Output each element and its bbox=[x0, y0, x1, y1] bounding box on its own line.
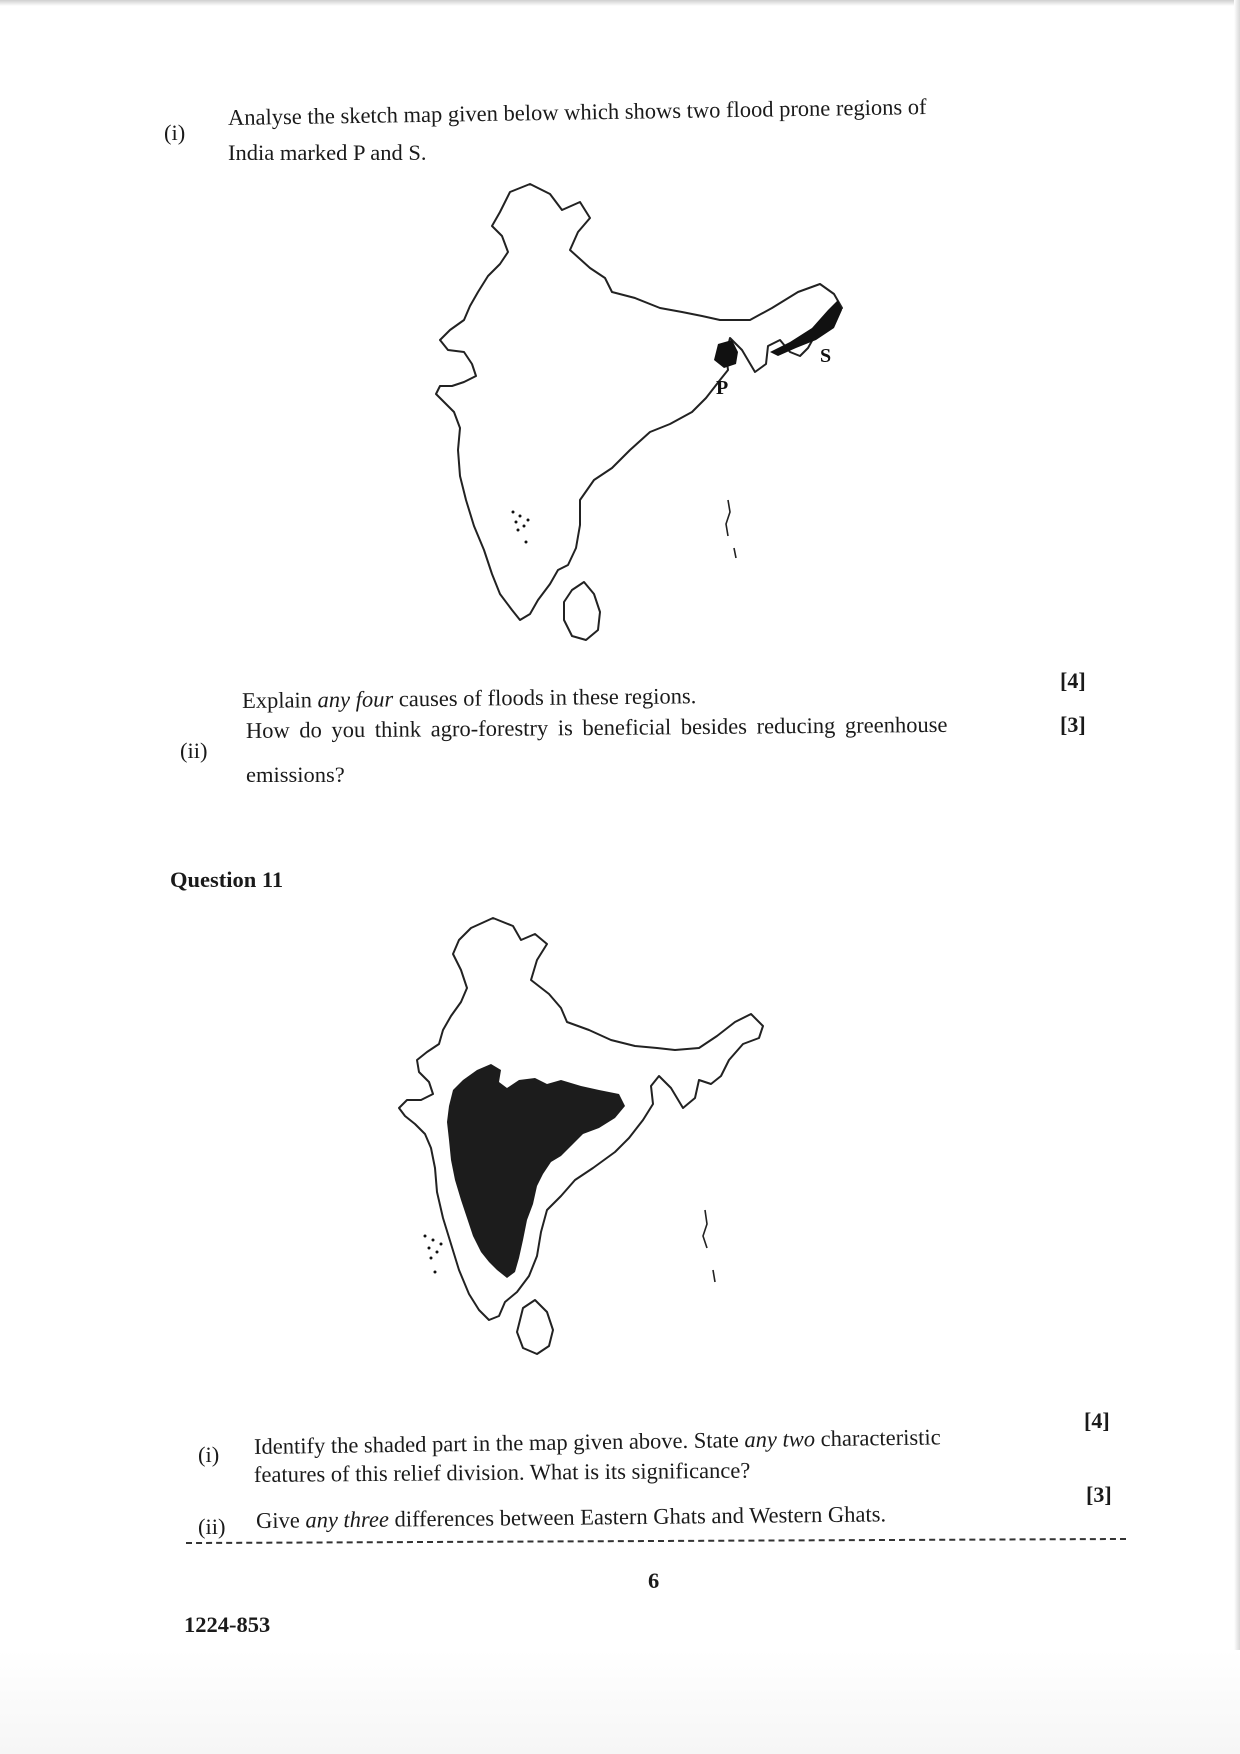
q10-part-i-instruction: Explain any four causes of floods in these regions. bbox=[241, 683, 697, 713]
scan-bottom-shade bbox=[0, 1650, 1240, 1754]
flood-map-andaman-islands bbox=[726, 500, 736, 558]
q11-part-ii-line: Give any three differences between Eastern Ghats and Western Ghats. bbox=[255, 1501, 887, 1533]
relief-map-andaman-islands bbox=[703, 1210, 715, 1282]
q11-part-ii-marks: [3] bbox=[1086, 1482, 1112, 1507]
flood-map-label-s: S bbox=[820, 345, 832, 367]
q10-part-ii-number: (ii) bbox=[180, 738, 208, 763]
q11-part-i-marks: [4] bbox=[1084, 1408, 1110, 1433]
flood-map-label-p: P bbox=[716, 377, 729, 399]
scan-right-edge bbox=[1234, 0, 1240, 1754]
flood-map-india-outline bbox=[436, 184, 842, 620]
scan-top-edge bbox=[0, 0, 1240, 6]
q11-part-ii-number: (ii) bbox=[198, 1514, 226, 1539]
flood-map bbox=[430, 180, 890, 650]
q11-part-i-number: (i) bbox=[198, 1442, 220, 1467]
page-number: 6 bbox=[648, 1568, 660, 1593]
relief-map-sri-lanka bbox=[517, 1300, 553, 1354]
relief-map bbox=[395, 910, 855, 1400]
q10-part-i-line1: Analyse the sketch map given below which shows two flood prone regions of bbox=[227, 94, 927, 130]
q11-heading: Question 11 bbox=[170, 867, 284, 892]
q10-part-ii-marks: [3] bbox=[1060, 712, 1086, 737]
q11-part-i-line1: Identify the shaded part in the map given above. State any two characteristic bbox=[253, 1424, 941, 1459]
q10-part-i-number: (i) bbox=[164, 120, 186, 145]
flood-map-lakshadweep-dots bbox=[512, 511, 530, 544]
q10-part-ii-line1: How do you think agro-forestry is beneficial besides reducing greenhouse bbox=[245, 711, 948, 743]
relief-map-lakshadweep-dots bbox=[424, 1235, 443, 1274]
q10-part-i-marks: [4] bbox=[1060, 668, 1086, 693]
deccan-plateau-shaded-region bbox=[447, 1064, 625, 1278]
paper-code: 1224-853 bbox=[184, 1612, 271, 1637]
flood-region-p bbox=[714, 340, 738, 368]
flood-map-sri-lanka bbox=[564, 582, 600, 640]
section-divider bbox=[186, 1538, 1126, 1544]
q10-part-ii-line2: emissions? bbox=[246, 762, 345, 787]
q11-part-i-line2: features of this relief division. What is its significance? bbox=[253, 1457, 751, 1487]
q10-part-i-line2: India marked P and S. bbox=[228, 140, 427, 165]
flood-region-s bbox=[770, 300, 842, 356]
